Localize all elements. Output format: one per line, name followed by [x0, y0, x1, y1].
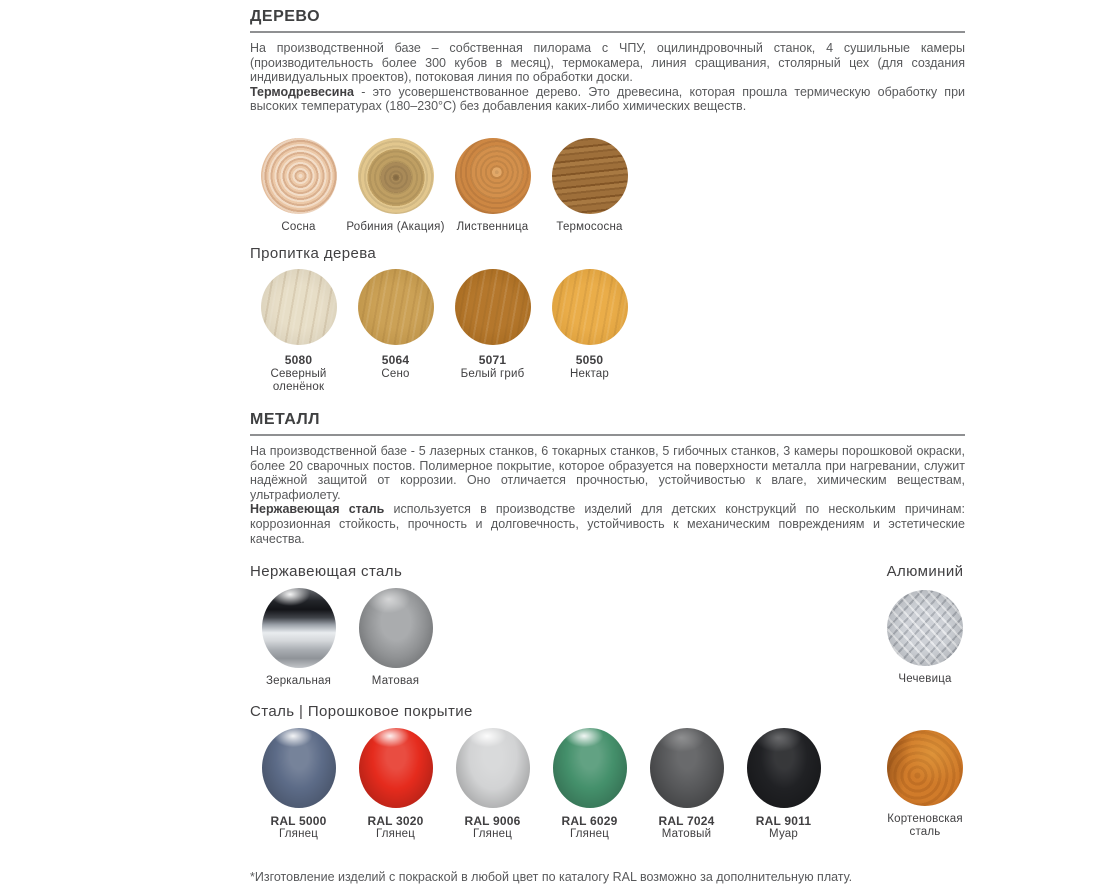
stainless-heading-row: [250, 563, 965, 580]
corten-swatch: [887, 730, 963, 806]
wood-sample-sosna: [250, 138, 347, 235]
powder-sample-label: [464, 815, 520, 842]
wood-intro-paragraph: На производственной базе – собственная пилорама с ЧПУ, оцилиндровочный станок, 4 сушильные камеры (производительность более 300 кубов в месяц), термокамера, линия сращивания, столярный цех (для создания индивидуальных проектов), потоковая линия по обработки доски.: [250, 41, 965, 85]
stainless-swatch-chrome-sphere: [262, 588, 336, 668]
metal-text-block: [250, 444, 965, 546]
impregnation-sample-label: [250, 354, 347, 395]
impregnation-swatch: [358, 269, 434, 345]
impregnation-code: 5064: [381, 353, 410, 368]
powder-sample-ral5000: [250, 728, 347, 842]
wood-swatch-robinia-slice: [358, 138, 434, 214]
powder-swatch: [747, 728, 821, 808]
powder-finish: Глянец: [278, 828, 319, 841]
thermo-wood-rest: - это усовершенствованное дерево. Это древесина, которая прошла термическую обработку при высоких температурах (180–230°С) без добавления каких-либо химических веществ.: [250, 84, 965, 114]
impregnation-sample-label: [570, 354, 609, 381]
impregnation-samples-row: [250, 269, 965, 395]
impregnation-sample-label: [381, 354, 409, 381]
aluminum-sample: [875, 590, 975, 687]
stainless-title: Нержавеющая сталь: [250, 563, 403, 581]
wood-sample-label: Термососна: [556, 220, 623, 233]
corten-sample-label: Кортеновская сталь: [887, 812, 963, 839]
stainless-rest: используется в производстве изделий для детских конструкций по нескольким причинам: коррозионная стойкость, прочность и долговечность, устойчивость к механическим повреждениям и эстетические качества.: [250, 502, 965, 546]
wood-samples-row: [250, 138, 965, 235]
powder-swatch: [262, 728, 336, 808]
wood-sample-larch: [444, 138, 541, 235]
wood-sample-label: Лиственница: [456, 220, 529, 233]
wood-text-block: [250, 41, 965, 114]
powder-sample-label: [561, 815, 617, 842]
powder-samples-row: [250, 728, 965, 842]
powder-sample-label: [756, 815, 811, 842]
impregnation-name: Сено: [381, 367, 410, 380]
thermo-wood-lead: Термодревесина: [250, 84, 354, 99]
impregnation-sample-5064: [347, 269, 444, 395]
powder-sample-label: [367, 815, 423, 842]
wood-sample-robinia: [347, 138, 444, 235]
powder-sample-ral9006: [444, 728, 541, 842]
powder-sample-label: [658, 815, 714, 842]
stainless-samples-row: [250, 588, 965, 689]
wood-sample-label: Сосна: [281, 220, 316, 233]
impregnation-sample-label: [461, 354, 525, 381]
powder-sample-ral3020: [347, 728, 444, 842]
powder-title: Сталь | Порошковое покрытие: [250, 702, 473, 720]
powder-sample-ral6029: [541, 728, 638, 842]
powder-sample-label: [270, 815, 326, 842]
metal-section-divider: [250, 434, 965, 436]
stainless-swatch-matte-sphere: [359, 588, 433, 668]
impregnation-code: 5050: [575, 353, 604, 368]
powder-ral-code: RAL 9011: [755, 813, 812, 828]
impregnation-swatch: [455, 269, 531, 345]
metal-intro-paragraph: На производственной базе - 5 лазерных станков, 6 токарных станков, 5 гибочных станков, 3 камеры порошковой окраски, более 20 сварочных постов. Полимерное покрытие, которое образуется на поверхности металла при нагревании, служит надёжной защитой от коррозии. Оно отличается прочностью, устойчивостью к влаге, химическим веществам, ультрафиолету.: [250, 443, 965, 502]
powder-finish: Матовый: [661, 828, 712, 841]
powder-swatch: [553, 728, 627, 808]
wood-swatch-thermo-grain: [552, 138, 628, 214]
powder-swatch: [456, 728, 530, 808]
thermo-wood-paragraph: [250, 85, 965, 114]
stainless-paragraph: [250, 502, 965, 546]
impregnation-swatch: [552, 269, 628, 345]
impregnation-sample-5080: [250, 269, 347, 395]
stainless-lead: Нержавеющая сталь: [250, 502, 385, 517]
impregnation-title: Пропитка дерева: [250, 245, 377, 263]
wood-swatch-larch-slice: [455, 138, 531, 214]
powder-ral-code: RAL 6029: [561, 813, 618, 828]
corten-sample: [875, 730, 975, 840]
powder-ral-code: RAL 7024: [658, 813, 715, 828]
impregnation-code: 5080: [284, 353, 313, 368]
impregnation-name: Нектар: [570, 367, 609, 380]
wood-section-title: ДЕРЕВО: [250, 8, 321, 25]
powder-ral-code: RAL 5000: [270, 813, 327, 828]
impregnation-name: Северный оленёнок: [270, 367, 327, 394]
stainless-sample-matte: [347, 588, 444, 689]
impregnation-swatch: [261, 269, 337, 345]
impregnation-sample-5050: [541, 269, 638, 395]
powder-sample-ral9011: [735, 728, 832, 842]
impregnation-sample-5071: [444, 269, 541, 395]
stainless-sample-label: Зеркальная: [265, 675, 332, 688]
powder-finish: Глянец: [375, 828, 416, 841]
powder-swatch: [650, 728, 724, 808]
aluminum-sample-label: Чечевица: [898, 673, 952, 686]
powder-ral-code: RAL 3020: [367, 813, 424, 828]
powder-swatch: [359, 728, 433, 808]
powder-sample-ral7024: [638, 728, 735, 842]
stainless-sample-label: Матовая: [371, 675, 420, 688]
ral-footnote: *Изготовление изделий с покраской в любой цвет по каталогу RAL возможно за дополнительную плату.: [250, 869, 853, 884]
wood-swatch-pine-slice: [261, 138, 337, 214]
impregnation-code: 5071: [478, 353, 507, 368]
metal-section-title: МЕТАЛЛ: [250, 410, 320, 428]
wood-section-divider: [250, 31, 965, 33]
powder-ral-code: RAL 9006: [464, 813, 521, 828]
powder-finish: Муар: [769, 828, 798, 841]
powder-finish: Глянец: [472, 828, 513, 841]
stainless-sample-mirror: [250, 588, 347, 689]
wood-sample-thermopine: [541, 138, 638, 235]
page-content: [250, 0, 965, 884]
aluminum-title: Алюминий: [886, 563, 964, 581]
powder-finish: Глянец: [569, 828, 610, 841]
impregnation-name: Белый гриб: [460, 367, 525, 380]
wood-sample-label: Робиния (Акация): [346, 220, 445, 233]
aluminum-swatch-diamond-plate: [887, 590, 963, 666]
